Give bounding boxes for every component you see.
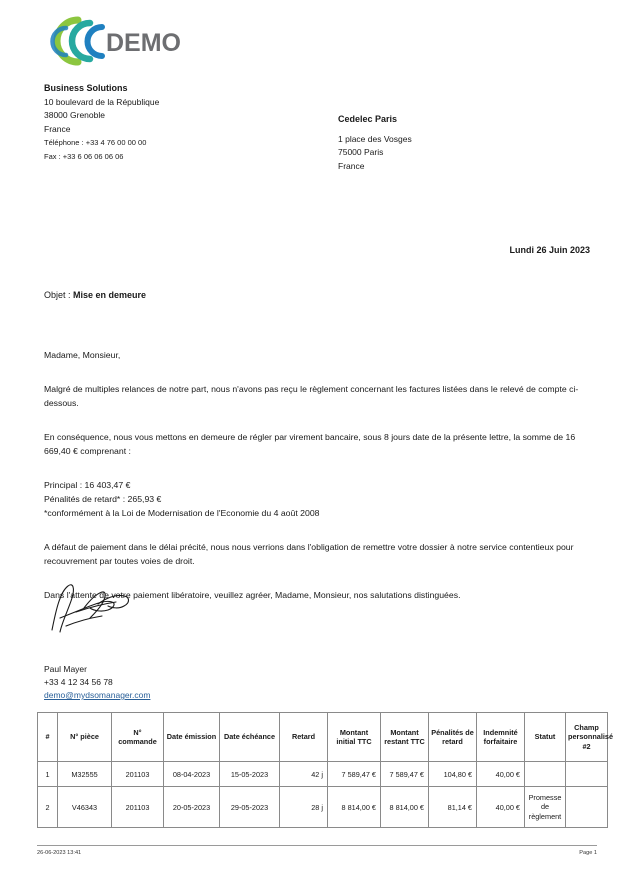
cell-penalites: 104,80 € bbox=[429, 762, 477, 787]
cell-retard: 28 j bbox=[280, 787, 328, 828]
cell-montant-initial: 8 814,00 € bbox=[328, 787, 381, 828]
recipient-country: France bbox=[338, 160, 365, 171]
body-amount-penalties: Pénalités de retard* : 265,93 € bbox=[44, 494, 162, 504]
signer-email-link[interactable]: demo@mydsomanager.com bbox=[44, 690, 151, 700]
table-header-date-emission: Date émission bbox=[164, 713, 220, 762]
footer-timestamp: 26-06-2023 13:41 bbox=[37, 850, 82, 856]
letter-subject bbox=[44, 290, 146, 300]
cell-index: 2 bbox=[38, 787, 58, 828]
body-paragraph-1: Malgré de multiples relances de notre part, nous n'avons pas reçu le règlement concernant les factures listées dans le relevé de compte ci-dessous. bbox=[44, 384, 579, 408]
recipient-address-line-1: 1 place des Vosges bbox=[338, 133, 412, 144]
footer-page-number: Page 1 bbox=[579, 850, 597, 856]
signer-contact-block bbox=[44, 663, 150, 702]
cell-montant-restant: 8 814,00 € bbox=[381, 787, 429, 828]
subject-label: Objet : bbox=[44, 290, 74, 300]
sender-address-block bbox=[44, 82, 159, 163]
sender-fax: Fax : +33 6 06 06 06 06 bbox=[44, 151, 124, 161]
sender-country: France bbox=[44, 123, 71, 134]
cell-piece: V46343 bbox=[58, 787, 112, 828]
page-footer bbox=[37, 845, 597, 856]
table-row bbox=[38, 762, 608, 787]
cell-commande: 201103 bbox=[112, 762, 164, 787]
demo-logo-arcs-icon bbox=[44, 14, 184, 68]
cell-date-emission: 20-05-2023 bbox=[164, 787, 220, 828]
cell-montant-restant: 7 589,47 € bbox=[381, 762, 429, 787]
cell-index: 1 bbox=[38, 762, 58, 787]
cell-date-emission: 08-04-2023 bbox=[164, 762, 220, 787]
sender-phone: Téléphone : +33 4 76 00 00 00 bbox=[44, 138, 147, 147]
sender-address-line-2: 38000 Grenoble bbox=[44, 110, 105, 120]
body-salutation: Madame, Monsieur, bbox=[44, 350, 121, 360]
recipient-address-line-2: 75000 Paris bbox=[338, 147, 384, 157]
signature-icon bbox=[46, 578, 156, 640]
cell-penalites: 81,14 € bbox=[429, 787, 477, 828]
cell-commande: 201103 bbox=[112, 787, 164, 828]
cell-date-echeance: 15-05-2023 bbox=[220, 762, 280, 787]
table-header-montant-initial: Montant initial TTC bbox=[328, 713, 381, 762]
cell-champ-perso bbox=[566, 762, 608, 787]
table-header-montant-restant: Montant restant TTC bbox=[381, 713, 429, 762]
body-paragraph-4: Dans l'attente de votre paiement libératoire, veuillez agréer, Madame, Monsieur, nos salutations distinguées. bbox=[44, 590, 461, 600]
sender-address-line-1: 10 boulevard de la République bbox=[44, 96, 160, 107]
table-header-penalites: Pénalités de retard bbox=[429, 713, 477, 762]
letter-date: Lundi 26 Juin 2023 bbox=[509, 245, 590, 255]
signer-name: Paul Mayer bbox=[44, 664, 87, 674]
cell-retard: 42 j bbox=[280, 762, 328, 787]
table-row bbox=[38, 787, 608, 828]
cell-date-echeance: 29-05-2023 bbox=[220, 787, 280, 828]
body-paragraph-3: A défaut de paiement dans le délai précité, nous nous verrions dans l'obligation de remettre votre dossier à notre service contentieux pour recouvrement par toutes voies de droit. bbox=[44, 542, 574, 566]
cell-montant-initial: 7 589,47 € bbox=[328, 762, 381, 787]
cell-statut bbox=[525, 762, 566, 787]
signer-phone: +33 4 12 34 56 78 bbox=[44, 677, 113, 687]
logo-text: DEMO bbox=[106, 29, 181, 57]
body-paragraph-2: En conséquence, nous vous mettons en demeure de régler par virement bancaire, sous 8 jours date de la présente lettre, la somme de 16 669,40 € comprenant : bbox=[44, 432, 576, 456]
table-header-index: # bbox=[38, 713, 58, 762]
table-header-piece: N° pièce bbox=[58, 713, 112, 762]
handwritten-signature bbox=[46, 578, 156, 640]
company-logo bbox=[44, 14, 184, 68]
table-header-champ-perso: Champ personnalisé #2 bbox=[566, 713, 608, 762]
cell-indemnite: 40,00 € bbox=[477, 762, 525, 787]
subject-value: Mise en demeure bbox=[73, 290, 147, 300]
cell-piece: M32555 bbox=[58, 762, 112, 787]
table-header-indemnite: Indemnité forfaitaire bbox=[477, 713, 525, 762]
sender-company: Business Solutions bbox=[44, 83, 128, 93]
body-legal-note: *conformément à la Loi de Modernisation de l'Economie du 4 août 2008 bbox=[44, 508, 320, 518]
letter-body bbox=[44, 348, 590, 602]
table-header-statut: Statut bbox=[525, 713, 566, 762]
table-header-commande: N° commande bbox=[112, 713, 164, 762]
recipient-address-block bbox=[338, 113, 412, 173]
recipient-company: Cedelec Paris bbox=[338, 114, 398, 124]
cell-indemnite: 40,00 € bbox=[477, 787, 525, 828]
table-header-retard: Retard bbox=[280, 713, 328, 762]
cell-statut: Promesse de règlement bbox=[525, 787, 566, 828]
table-header-date-echeance: Date échéance bbox=[220, 713, 280, 762]
body-amount-principal: Principal : 16 403,47 € bbox=[44, 480, 131, 490]
table-header-row bbox=[38, 713, 608, 762]
invoice-statement-table bbox=[37, 712, 614, 828]
cell-champ-perso bbox=[566, 787, 608, 828]
